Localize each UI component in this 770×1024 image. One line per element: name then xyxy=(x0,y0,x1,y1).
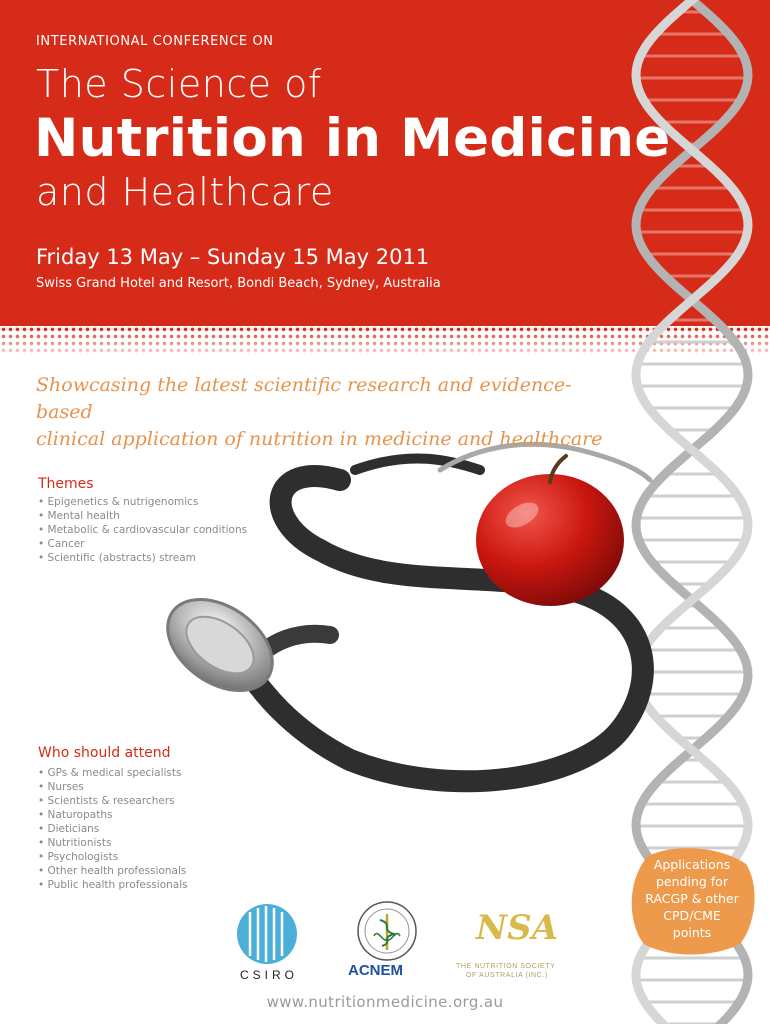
csiro-label: CSIRO xyxy=(240,968,299,982)
badge-line: pending for xyxy=(656,874,728,889)
attend-heading: Who should attend xyxy=(38,745,171,761)
list-item: • GPs & medical specialists xyxy=(38,766,188,780)
list-item: • Public health professionals xyxy=(38,878,188,892)
nsa-label-1: THE NUTRITION SOCIETY xyxy=(456,963,556,970)
list-item: • Epigenetics & nutrigenomics xyxy=(38,495,247,509)
list-item: • Nutritionists xyxy=(38,836,188,850)
badge-line: RACGP & other xyxy=(645,891,739,906)
list-item: • Metabolic & cardiovascular conditions xyxy=(38,523,247,537)
title-line-1: The Science of xyxy=(36,62,322,106)
nsa-label-2: OF AUSTRALIA (INC.) xyxy=(466,972,548,979)
list-item: • Scientists & researchers xyxy=(38,794,188,808)
csiro-logo xyxy=(234,904,300,964)
acnem-logo xyxy=(352,900,422,962)
list-item: • Naturopaths xyxy=(38,808,188,822)
list-item: • Nurses xyxy=(38,780,188,794)
badge-line: Applications xyxy=(653,857,731,872)
title-line-3: and Healthcare xyxy=(36,170,334,214)
acnem-label: ACNEM xyxy=(348,962,403,979)
badge-text xyxy=(632,856,752,941)
event-venue: Swiss Grand Hotel and Resort, Bondi Beach, Sydney, Australia xyxy=(36,276,441,291)
tagline-line-1: Showcasing the latest scientific research and evidence-based xyxy=(36,374,572,423)
list-item: • Other health professionals xyxy=(38,864,188,878)
apple-icon xyxy=(476,456,624,606)
title-line-2: Nutrition in Medicine xyxy=(34,108,671,169)
themes-list xyxy=(38,495,247,565)
badge-line: CPD/CME xyxy=(663,908,721,923)
list-item: • Mental health xyxy=(38,509,247,523)
themes-heading: Themes xyxy=(38,476,94,492)
list-item: • Cancer xyxy=(38,537,247,551)
website-url: www.nutritionmedicine.org.au xyxy=(266,993,504,1011)
nsa-logo: NSA xyxy=(476,908,559,948)
badge-line: points xyxy=(672,925,712,940)
list-item: • Scientific (abstracts) stream xyxy=(38,551,247,565)
event-date: Friday 13 May – Sunday 15 May 2011 xyxy=(36,245,430,269)
list-item: • Psychologists xyxy=(38,850,188,864)
list-item: • Dieticians xyxy=(38,822,188,836)
tagline-line-2: clinical application of nutrition in medicine and healthcare xyxy=(36,428,603,450)
tagline xyxy=(36,372,626,453)
pretitle: INTERNATIONAL CONFERENCE ON xyxy=(36,34,274,49)
attend-list xyxy=(38,766,188,892)
